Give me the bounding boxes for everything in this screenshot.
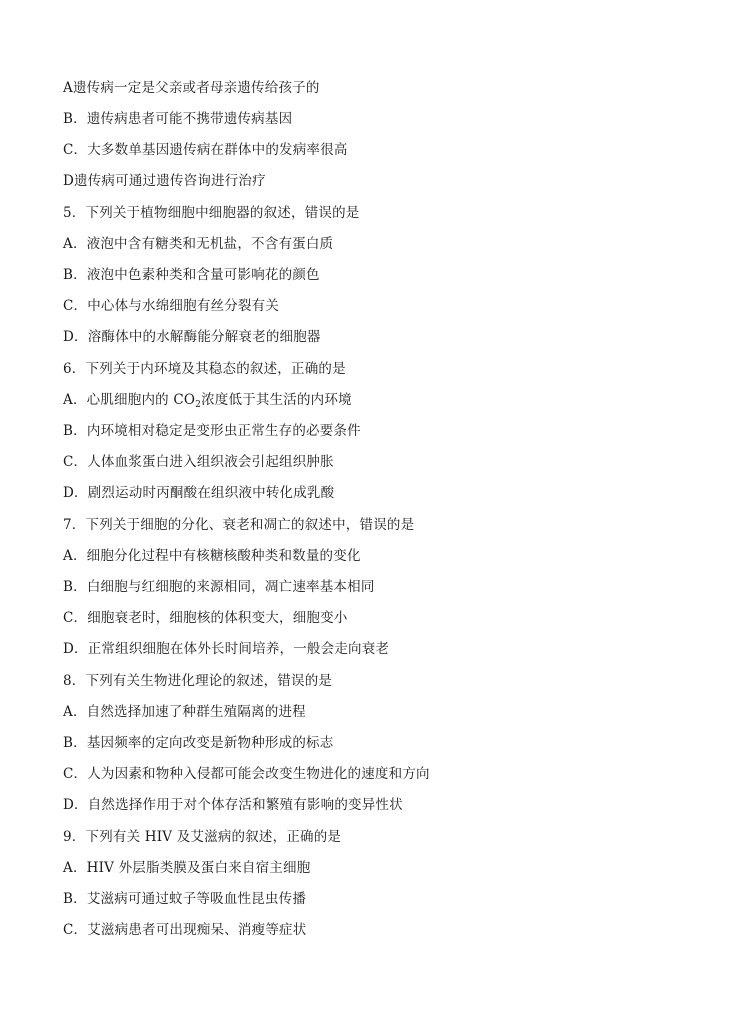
question-8: 8．下列有关生物进化理论的叙述，错误的是 xyxy=(63,673,333,689)
option-b-q4: B．遗传病患者可能不携带遗传病基因 xyxy=(63,111,293,127)
option-b-q7: B．白细胞与红细胞的来源相同，凋亡速率基本相同 xyxy=(63,579,375,595)
co2-subscript: 2 xyxy=(195,400,202,410)
option-c-q9: C．艾滋病患者可出现痴呆、消瘦等症状 xyxy=(63,922,307,938)
option-a-q4: A遗传病一定是父亲或者母亲遗传给孩子的 xyxy=(63,80,320,96)
option-c-q7: C．细胞衰老时，细胞核的体积变大，细胞变小 xyxy=(63,610,348,626)
option-a-q8: A．自然选择加速了种群生殖隔离的进程 xyxy=(63,704,306,720)
question-6: 6．下列关于内环境及其稳态的叙述，正确的是 xyxy=(63,361,346,377)
option-b-q5: B．液泡中色素种类和含量可影响花的颜色 xyxy=(63,267,320,283)
option-d-q7: D．正常组织细胞在体外长时间培养，一般会走向衰老 xyxy=(63,641,390,657)
option-a-q7: A．细胞分化过程中有核糖核酸种类和数量的变化 xyxy=(63,548,361,564)
option-b-q9: B．艾滋病可通过蚊子等吸血性昆虫传播 xyxy=(63,891,307,907)
option-d-q5: D．溶酶体中的水解酶能分解衰老的细胞器 xyxy=(63,329,321,345)
option-a-q6 xyxy=(63,391,352,409)
option-a-q9: A．HIV 外层脂类膜及蛋白来自宿主细胞 xyxy=(63,860,311,876)
option-c-q4: C．大多数单基因遗传病在群体中的发病率很高 xyxy=(63,142,348,158)
option-c-q5: C．中心体与水绵细胞有丝分裂有关 xyxy=(63,298,280,314)
option-a-q6-text-before: A．心肌细胞内的 CO xyxy=(63,392,196,408)
option-d-q4: D遗传病可通过遗传咨询进行治疗 xyxy=(63,173,266,189)
option-c-q6: C．人体血浆蛋白进入组织液会引起组织肿胀 xyxy=(63,454,334,470)
option-a-q5: A．液泡中含有糖类和无机盐，不含有蛋白质 xyxy=(63,236,334,252)
option-b-q8: B．基因频率的定向改变是新物种形成的标志 xyxy=(63,735,334,751)
option-c-q8: C．人为因素和物种入侵都可能会改变生物进化的速度和方向 xyxy=(63,766,430,782)
question-7: 7．下列关于细胞的分化、衰老和凋亡的叙述中，错误的是 xyxy=(63,517,415,533)
question-5: 5．下列关于植物细胞中细胞器的叙述，错误的是 xyxy=(63,205,360,221)
question-9: 9．下列有关 HIV 及艾滋病的叙述，正确的是 xyxy=(63,829,342,845)
option-d-q6: D．剧烈运动时丙酮酸在组织液中转化成乳酸 xyxy=(63,485,335,501)
option-b-q6: B．内环境相对稳定是变形虫正常生存的必要条件 xyxy=(63,423,361,439)
option-a-q6-text-after: 浓度低于其生活的内环境 xyxy=(201,392,352,408)
option-d-q8: D．自然选择作用于对个体存活和繁殖有影响的变异性状 xyxy=(63,797,403,813)
